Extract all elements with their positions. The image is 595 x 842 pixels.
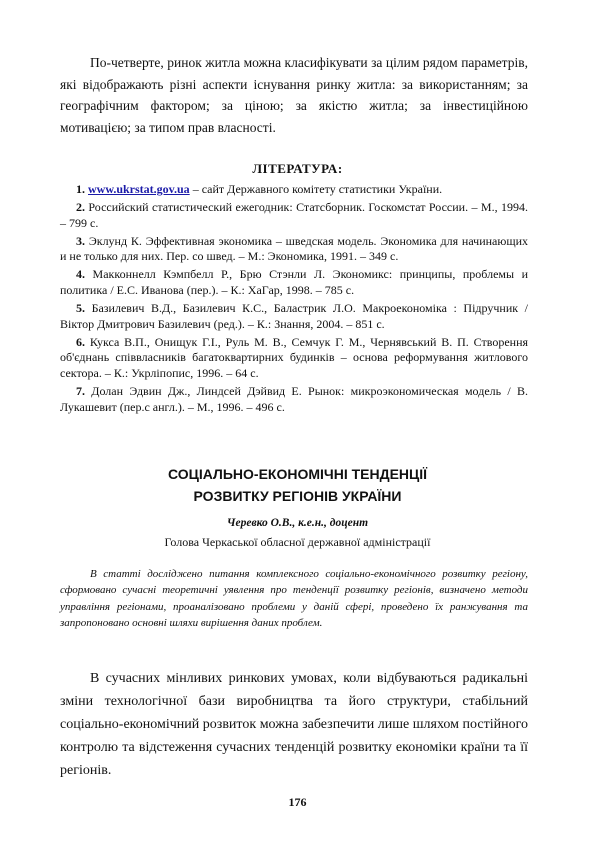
literature-heading: ЛІТЕРАТУРА: [252, 161, 343, 176]
reference-list [60, 182, 528, 418]
reference-number: 5. [76, 301, 85, 316]
reference-number: 2. [76, 200, 85, 215]
page-number: 176 [288, 795, 307, 809]
reference-number: 6. [76, 334, 85, 349]
reference-number: 7. [76, 384, 85, 399]
reference-item-6 [60, 335, 528, 382]
article-body-paragraph: В сучасних мінливих ринкових умовах, коли відбуваються радикальні зміни технологічної бази виробництва та його структури, стабільний соціально-економічний розвиток можна забезпечити лише шляхом постійного контролю та відстеження сучасних тенденцій розвитку економіки країни та її регіонів. [60, 671, 528, 778]
reference-text: Макконнелл Кэмпбелл Р., Брю Стэнли Л. Экономикс: принципы, проблемы и политика / Е.С. Иванова (пер.). – К.: ХаГар, 1998. – 785 с. [60, 267, 529, 298]
reference-text: Российский статистический ежегодник: Статсборник. Госкомстат России. – М., 1994. – 799 с. [60, 200, 528, 230]
reference-text: Долан Эдвин Дж., Линдсей Дэйвид Е. Рынок: микроэкономическая модель / В. Лукашевит (пер.с англ.). – М., 1996. – 496 с. [60, 384, 529, 414]
reference-number: 1. [76, 182, 85, 196]
reference-item-2 [60, 200, 528, 231]
reference-number: 3. [76, 233, 85, 248]
reference-item-4 [60, 267, 528, 298]
article-title-line-2: РОЗВИТКУ РЕГІОНІВ УКРАЇНИ [193, 488, 402, 504]
reference-item-7 [60, 384, 528, 415]
reference-item-1 [60, 182, 528, 198]
reference-text: – сайт Державного комітету статистики України. [189, 182, 443, 196]
article-author: Черевко О.В., к.е.н., доцент [226, 517, 369, 529]
author-affiliation: Голова Черкаської обласної державної адміністрації [164, 535, 431, 549]
reference-item-3 [60, 234, 528, 265]
reference-text: Базилевич В.Д., Базилевич К.С., Баластрик Л.О. Макроекономіка : Підручник / Віктор Дмитрович Базилевич (ред.). – К.: Знання, 2004. – 851 с. [60, 301, 529, 331]
article-title-line-1: СОЦІАЛЬНО-ЕКОНОМІЧНІ ТЕНДЕНЦІЇ [167, 466, 428, 482]
article-abstract: В статті досліджено питання комплексного соціально-економічного розвитку регіону, сформовано сучасні теоретичні уявлення про тенденції розвитку регіонів, визначено методи управління регіонами, проаналізовано проблеми у даній сфері, проведено їх ранжування та запропоновано основні шляхи вирішення даних проблем. [60, 568, 528, 629]
ukrstat-link[interactable]: www.ukrstat.gov.ua [88, 182, 190, 196]
article-title [0, 463, 595, 507]
reference-text: Кукса В.П., Онищук Г.І., Руль М. В., Семчук Г. М., Чернявський В. П. Створення об'єднань співвласників багатоквартирних будинків – основа реформування житлового сектора. – К.: Укрліпопис, 1996. – 64 с. [60, 334, 529, 381]
reference-text: Эклунд К. Эффективная экономика – шведская модель. Экономика для начинающих и не только для них. Пер. со швед. – М.: Экономика, 1991. – 349 с. [60, 233, 529, 264]
reference-number: 4. [76, 267, 85, 282]
intro-paragraph: По-четверте, ринок житла можна класифікувати за цілим рядом параметрів, які відображають різні аспекти існування ринку житла: за використанням; за географічним фактором; за ціною; за якістю житла; за інвестиційною мотивацією; за типом прав власності. [60, 55, 528, 135]
reference-item-5 [60, 301, 528, 332]
